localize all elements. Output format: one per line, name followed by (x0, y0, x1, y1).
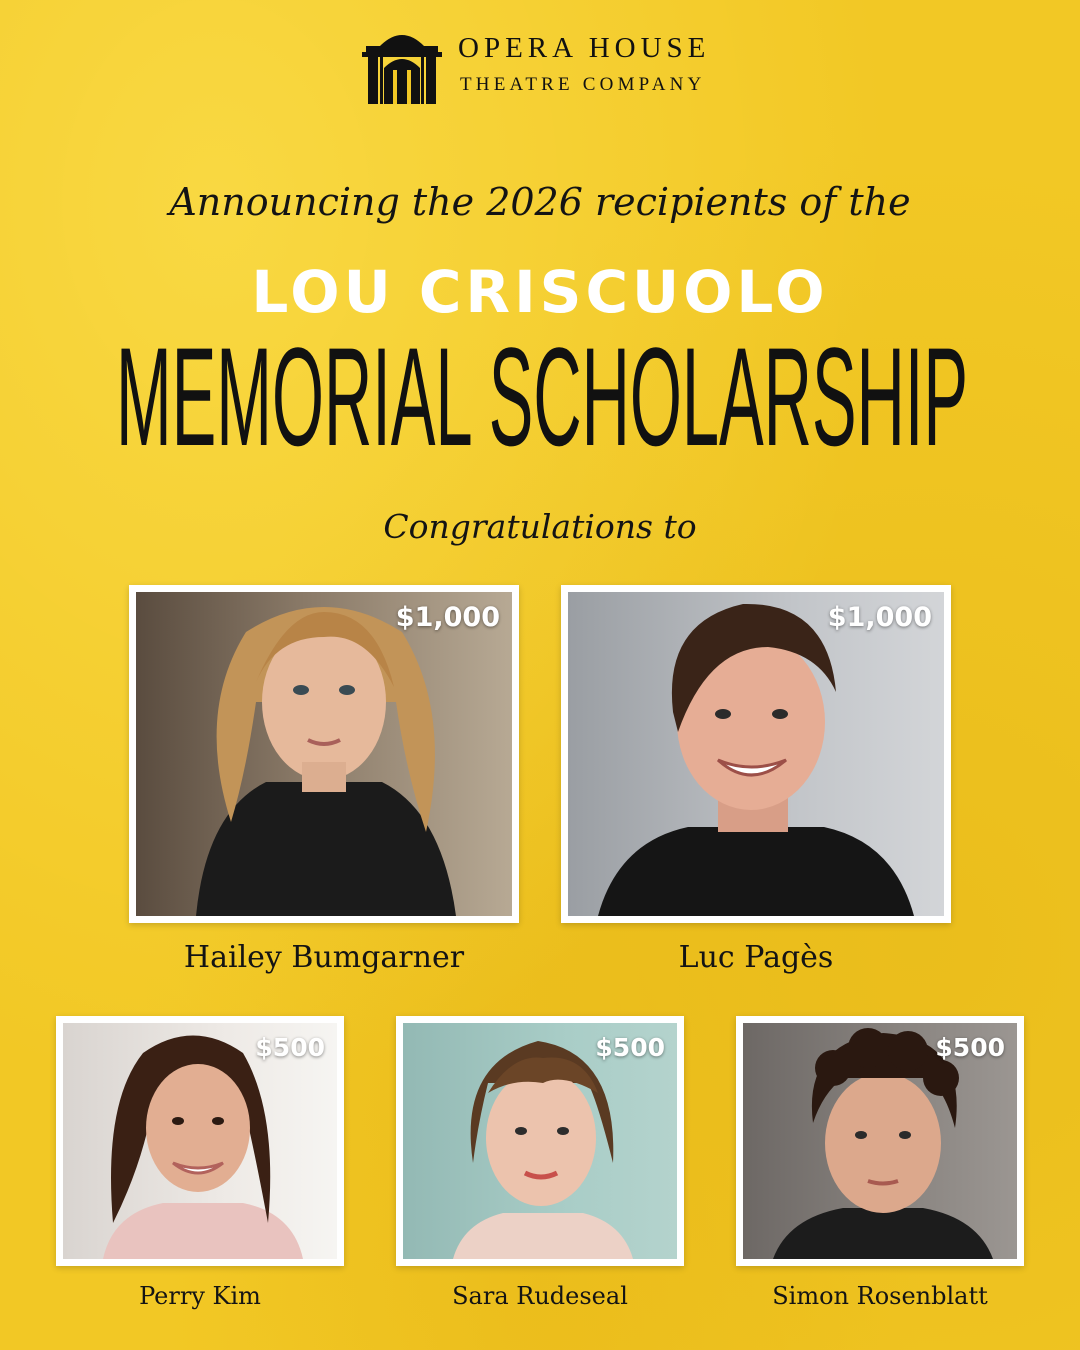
scholarship-title (112, 335, 972, 455)
scholarship-amount: $1,000 (395, 602, 500, 633)
recipient-name-hailey: Hailey Bumgarner (183, 940, 465, 975)
scholarship-name: LOU CRISCUOLO (251, 258, 829, 326)
recipient-card-luc (561, 585, 951, 923)
opera-house-logo (358, 28, 730, 106)
scholarship-amount: $500 (255, 1033, 325, 1062)
recipient-photo (63, 1023, 337, 1259)
recipient-photo (136, 592, 512, 916)
recipient-photo (743, 1023, 1017, 1259)
scholarship-amount: $500 (595, 1033, 665, 1062)
recipient-photo (568, 592, 944, 916)
scholarship-amount: $1,000 (827, 602, 932, 633)
announcement-text: Announcing the 2026 recipients of the (169, 180, 911, 224)
recipient-card-sara (396, 1016, 684, 1266)
recipient-photo (403, 1023, 677, 1259)
recipient-name-sara: Sara Rudeseal (452, 1282, 628, 1310)
congratulations-text: Congratulations to (383, 507, 697, 546)
scholarship-title-text: MEMORIAL SCHOLARSHIP (116, 335, 968, 455)
recipient-name-perry: Perry Kim (139, 1282, 261, 1310)
logo-line-theatre-company: THEATRE COMPANY (460, 74, 706, 95)
recipient-card-hailey (129, 585, 519, 923)
recipient-card-perry (56, 1016, 344, 1266)
logo-line-opera-house: OPERA HOUSE (458, 32, 711, 64)
recipient-card-simon (736, 1016, 1024, 1266)
opera-house-building-icon (358, 28, 446, 104)
scholarship-amount: $500 (935, 1033, 1005, 1062)
recipient-name-simon: Simon Rosenblatt (772, 1282, 988, 1310)
recipient-name-luc: Luc Pagès (678, 940, 834, 975)
